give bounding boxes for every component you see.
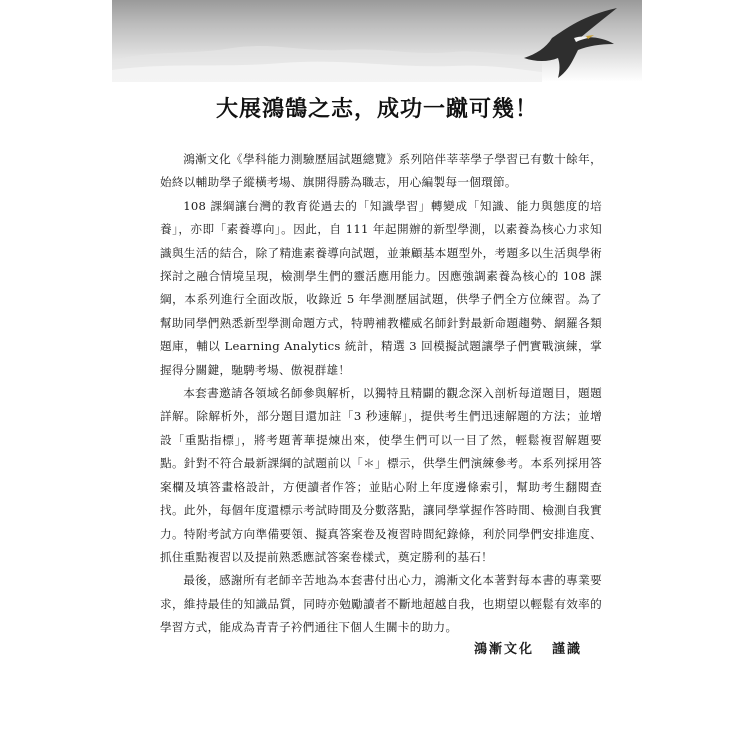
page-title: 大展鴻鵠之志，成功一蹴可幾！ [215, 97, 538, 122]
paragraph-thanks: 最後，感謝所有老師辛苦地為本套書付出心力，鴻漸文化本著對每本書的專業要求，維持最佳的知識品質，同時亦勉勵讀者不斷地超越自我，也期望以輕鬆有效率的學習方式，能成為青青子衿們通往下個人生關卡的助力。 [160, 573, 602, 635]
preface-page [112, 0, 642, 750]
preface-body [160, 148, 602, 640]
signature-closing: 謹識 [551, 642, 582, 657]
header-sky-banner [112, 0, 642, 82]
header-illustration [112, 0, 642, 82]
signature-publisher: 鴻漸文化 [473, 642, 534, 657]
paragraph-curriculum: 108 課綱讓台灣的教育從過去的「知識學習」轉變成「知識、能力與態度的培養」，亦即「素養導向」。因此，自 111 年起開辦的新型學測，以素養為核心力求知識與生活的結合，除了精進素養導向試題，並兼顧基本題型外，考題多以生活與學術探討之融合情境呈現，檢測學生們的靈活應用能力。因應強調素養為核心的 108 課綱，本系列進行全面改版，收錄近 5 年學測歷屆試題，供學子們全方位練習。為了幫助同學們熟悉新型學測命題方式，特聘補教權威名師針對最新命題趨勢、網羅各類題庫，輔以 Learning Analytics 統計，精選 3 回模擬試題讓學子們實戰演練，掌握得分關鍵，馳騁考場、傲視群雄！ [160, 198, 602, 377]
signature [474, 638, 582, 657]
paragraph-features: 本套書邀請各領域名師參與解析，以獨特且精闢的觀念深入剖析每道題目，題題詳解。除解析外，部分題目還加註「3 秒速解」，提供考生們迅速解題的方法；並增設「重點指標」，將考題菁華提煉出來，使學生們可以一目了然，輕鬆複習解題要點。針對不符合最新課綱的試題前以「＊」標示，供學生們演練參考。本系列採用答案欄及填答畫格設計，方便讀者作答；並貼心附上年度邊條索引，幫助考生翻閱查找。此外，每個年度還標示考試時間及分數落點，讓同學掌握作答時間、檢測自我實力。特附考試方向準備要領、擬真答案卷及複習時間紀錄條，利於同學們安排進度、抓住重點複習以及提前熟悉應試答案卷樣式，奠定勝利的基石！ [160, 386, 602, 564]
paragraph-intro: 鴻漸文化《學科能力測驗歷屆試題總覽》系列陪伴莘莘學子學習已有數十餘年，始終以輔助學子縱橫考場、旗開得勝為職志，用心編製每一個環節。 [160, 152, 602, 190]
